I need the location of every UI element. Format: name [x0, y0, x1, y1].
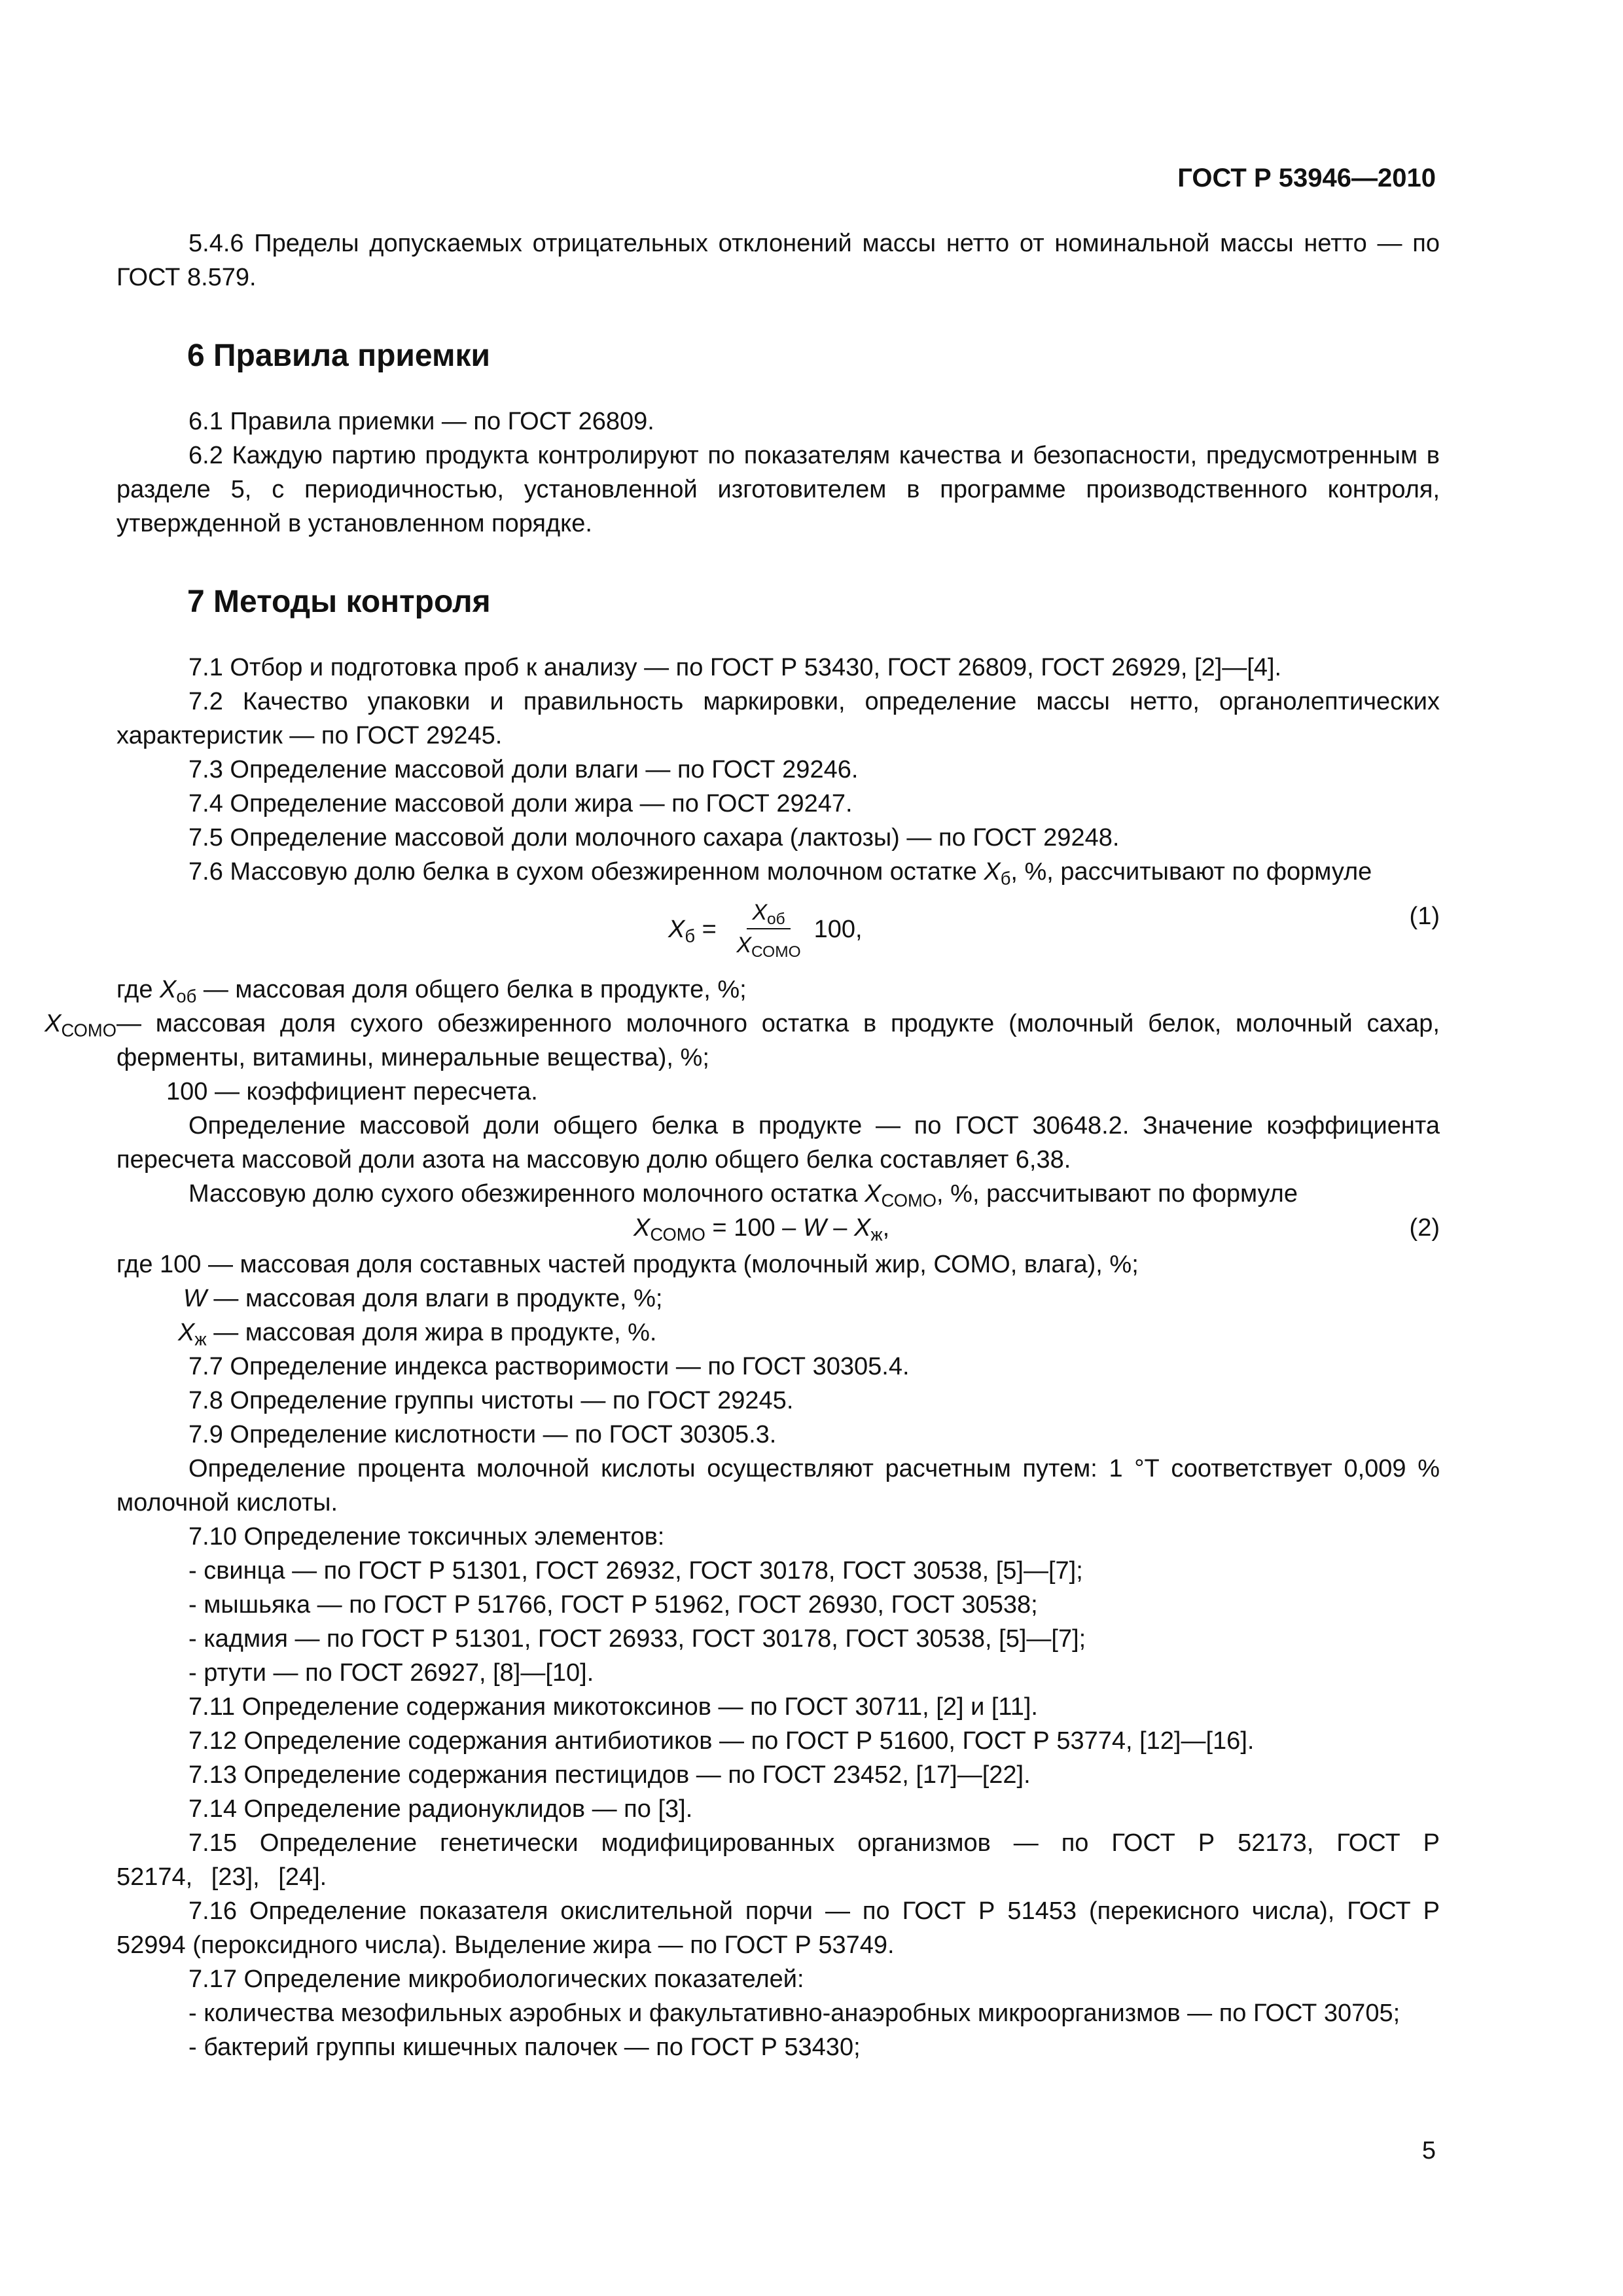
paragraph-7-15: 7.15 Определение генетически модифицированных организмов — по ГОСТ Р 52173, ГОСТ Р 52174, [23], [24]. — [116, 1829, 1440, 1891]
paragraph-7-13: 7.13 Определение содержания пестицидов — по ГОСТ 23452, [17]—[22]. — [188, 1761, 1031, 1789]
list-item: - ртути — по ГОСТ 26927, [8]—[10]. — [188, 1659, 594, 1687]
where-2-row-2: W — массовая доля влаги в продукте, %; — [183, 1285, 663, 1312]
paragraph-5-4-6: 5.4.6 Пределы допускаемых отрицательных отклонений массы нетто от номинальной массы нетто — по ГОСТ 8.579. — [116, 230, 1440, 291]
where-1-row-3: 100 — коэффициент пересчета. — [166, 1078, 538, 1105]
paragraph-7-8: 7.8 Определение группы чистоты — по ГОСТ 29245. — [188, 1387, 794, 1414]
formula-1: $X_б$ = $\frac{X_{об}}{X_{СОМО}}$ 100, (1) — [668, 900, 1440, 961]
paragraph-7-6: 7.6 Массовую долю белка в сухом обезжиренном молочном остатке $X_б$, %, рассчитывают по формуле — [188, 858, 1372, 889]
paragraph-7-1: 7.1 Отбор и подготовка проб к анализу — по ГОСТ Р 53430, ГОСТ 26809, ГОСТ 26929, [2]—[4]. — [188, 654, 1282, 681]
paragraph-7-6-protein: Определение массовой доли общего белка в продукте — по ГОСТ 30648.2. Значение коэффициента пересчета массовой доли азота на массовую долю общего белка составляет 6,38. — [116, 1112, 1440, 1174]
paragraph-7-6-somo: Массовую долю сухого обезжиренного молочного остатка $X_{СОМО}$, %, рассчитывают по формуле — [188, 1180, 1298, 1211]
list-item: - свинца — по ГОСТ Р 51301, ГОСТ 26932, ГОСТ 30178, ГОСТ 30538, [5]—[7]; — [188, 1557, 1083, 1585]
where-1-row-1: где $X_{об}$ — массовая доля общего белка в продукте, %; — [116, 976, 747, 1007]
list-item: - мышьяка — по ГОСТ Р 51766, ГОСТ Р 51962, ГОСТ 26930, ГОСТ 30538; — [188, 1591, 1038, 1619]
list-item: - количества мезофильных аэробных и факультативно-анаэробных микроорганизмов — по ГОСТ 30705; — [188, 2000, 1400, 2027]
formula-2: $X_{СОМО} = 100 - W - X_ж$, (2) — [116, 1211, 1440, 1247]
section-7-title: 7 Методы контроля — [187, 584, 491, 619]
paragraph-7-4: 7.4 Определение массовой доли жира — по ГОСТ 29247. — [188, 790, 853, 817]
paragraph-7-5: 7.5 Определение массовой доли молочного сахара (лактозы) — по ГОСТ 29248. — [188, 824, 1120, 852]
list-item: - кадмия — по ГОСТ Р 51301, ГОСТ 26933, ГОСТ 30178, ГОСТ 30538, [5]—[7]; — [188, 1625, 1086, 1653]
paragraph-7-12: 7.12 Определение содержания антибиотиков — по ГОСТ Р 51600, ГОСТ Р 53774, [12]—[16]. — [188, 1727, 1255, 1755]
section-6-title: 6 Правила приемки — [187, 338, 491, 373]
paragraph-7-17: 7.17 Определение микробиологических показателей: — [188, 1965, 804, 1993]
paragraph-6-2: 6.2 Каждую партию продукта контролируют по показателям качества и безопасности, предусмотренным в разделе 5, с периодичностью, установленной изготовителем в программе производственного контроля, утвержденной в установленном порядке. — [116, 442, 1440, 537]
paragraph-7-11: 7.11 Определение содержания микотоксинов — по ГОСТ 30711, [2] и [11]. — [188, 1693, 1038, 1721]
document-body — [45, 226, 1440, 2064]
paragraph-7-10: 7.10 Определение токсичных элементов: — [188, 1523, 665, 1551]
paragraph-7-16: 7.16 Определение показателя окислительной порчи — по ГОСТ Р 51453 (перекисного числа), ГОСТ Р 52994 (пероксидного числа). Выделение жира — по ГОСТ Р 53749. — [116, 1897, 1440, 1959]
where-2-row-3: $X_ж$ — массовая доля жира в продукте, %. — [178, 1319, 657, 1350]
list-item: - бактерий группы кишечных палочек — по ГОСТ Р 53430; — [188, 2034, 861, 2061]
where-2-row-1: где 100 — массовая доля составных частей продукта (молочный жир, СОМО, влага), %; — [116, 1251, 1139, 1278]
paragraph-7-9: 7.9 Определение кислотности — по ГОСТ 30305.3. — [188, 1421, 777, 1448]
paragraph-7-3: 7.3 Определение массовой доли влаги — по ГОСТ 29246. — [188, 756, 859, 783]
document-code-header: ГОСТ Р 53946—2010 — [1177, 164, 1436, 192]
paragraph-7-14: 7.14 Определение радионуклидов — по [3]. — [188, 1795, 693, 1823]
paragraph-7-7: 7.7 Определение индекса растворимости — по ГОСТ 30305.4. — [188, 1353, 910, 1380]
paragraph-6-1: 6.1 Правила приемки — по ГОСТ 26809. — [188, 408, 654, 435]
paragraph-7-2: 7.2 Качество упаковки и правильность маркировки, определение массы нетто, органолептических характеристик — по ГОСТ 29245. — [116, 688, 1440, 749]
formula-2-number: (2) — [1409, 1214, 1440, 1242]
page-number: 5 — [1421, 2137, 1436, 2164]
formula-1-fraction: $\frac{X_{об}}{X_{СОМО}}$ — [736, 900, 801, 961]
where-1-row-2: $X_{СОМО}$ — массовая доля сухого обезжиренного молочного остатка в продукте (молочный белок, молочный сахар, ферменты, витамины, минеральные вещества), %; — [45, 1010, 1440, 1071]
formula-1-number: (1) — [1409, 903, 1440, 930]
paragraph-7-9-acid: Определение процента молочной кислоты осуществляют расчетным путем: 1 °Т соответствует 0,009 % молочной кислоты. — [116, 1455, 1440, 1516]
